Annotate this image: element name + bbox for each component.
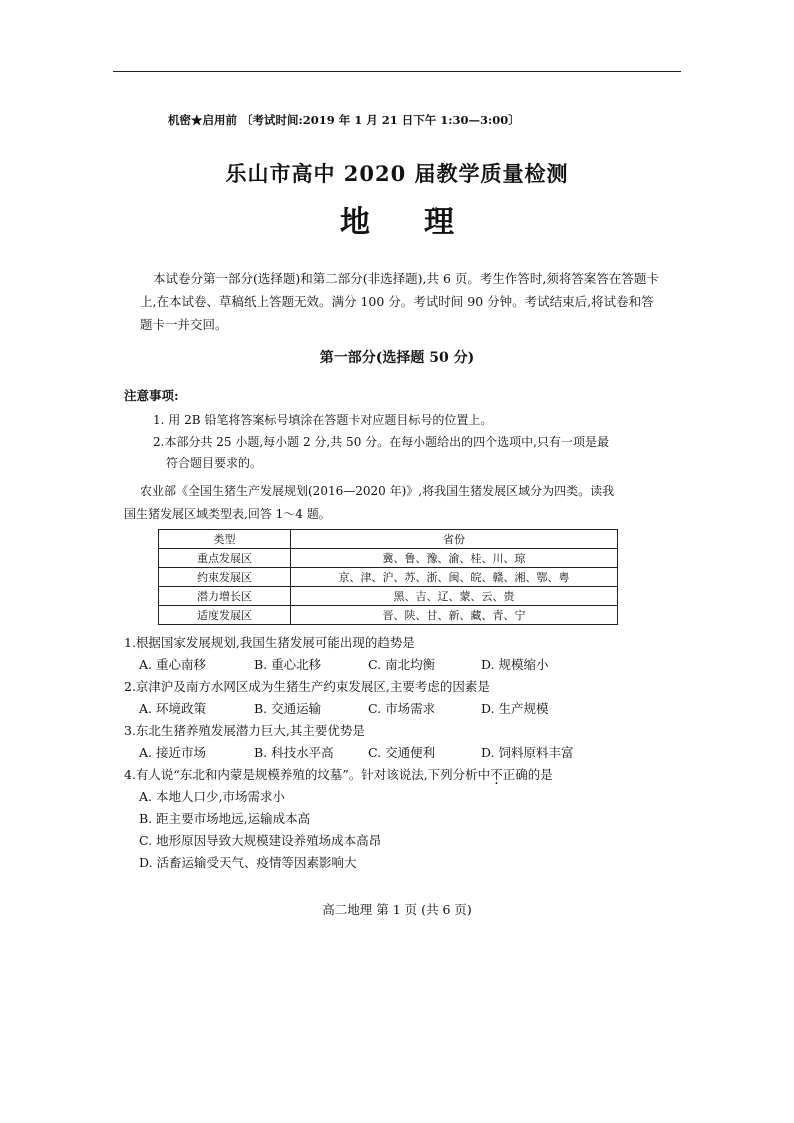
question-2-option-d: D. 生产规模 (481, 701, 549, 716)
question-4-stem-before: 4.有人说“东北和内蒙是规模养殖的坟墓”。针对该说法,下列分析中 (124, 767, 491, 782)
table-cell: 潜力增长区 (159, 587, 291, 606)
notice-title: 注意事项: (124, 388, 179, 403)
table-row (159, 568, 618, 587)
table-cell: 重点发展区 (159, 549, 291, 568)
part-heading: 第一部分(选择题 50 分) (319, 350, 475, 366)
question-2-option-b: B. 交通运输 (254, 701, 322, 716)
question-1-option-b: B. 重心北移 (254, 657, 322, 672)
exam-title: 乐山市高中 2020 届教学质量检测 (225, 161, 569, 186)
table-row (159, 549, 618, 568)
page-footer: 高二地理 第 1 页 (共 6 页) (322, 902, 472, 917)
table-header-cell: 类型 (159, 530, 291, 549)
question-2-option-c: C. 市场需求 (368, 701, 436, 716)
question-1-stem: 1.根据国家发展规划,我国生猪发展可能出现的趋势是 (124, 635, 415, 650)
question-2-option-a: A. 环境政策 (139, 701, 206, 716)
table-header-row (159, 530, 618, 549)
question-3-option-d: D. 饲料原料丰富 (481, 745, 574, 760)
notice-item: 1. 用 2B 铅笔将答案标号填涂在答题卡对应题目标号的位置上。 (153, 413, 493, 427)
table-cell: 冀、鲁、豫、渝、桂、川、琼 (291, 549, 618, 568)
question-4-option-c: C. 地形原因导致大规模建设养殖场成本高昂 (139, 833, 382, 848)
notice-item-continued: 符合题目要求的。 (166, 456, 263, 470)
question-1-option-d: D. 规模缩小 (481, 657, 549, 672)
table-row (159, 587, 618, 606)
question-4-option-b: B. 距主要市场地远,运输成本高 (139, 811, 311, 826)
table-cell: 京、津、沪、苏、浙、闽、皖、赣、湘、鄂、粤 (291, 568, 618, 587)
notice-item: 2.本部分共 25 小题,每小题 2 分,共 50 分。在每小题给出的四个选项中,只有一项是最 (153, 435, 609, 449)
table-cell: 晋、陕、甘、新、藏、青、宁 (291, 606, 618, 625)
table-cell: 约束发展区 (159, 568, 291, 587)
context-line: 农业部《全国生猪生产发展规划(2016—2020 年)》,将我国生猪发展区域分为四类。读我 (140, 484, 615, 498)
question-4-option-d: D. 活畜运输受天气、疫情等因素影响大 (139, 855, 357, 870)
question-3-option-a: A. 接近市场 (139, 745, 206, 760)
table-row (159, 606, 618, 625)
table-cell: 黑、吉、辽、蒙、云、贵 (291, 587, 618, 606)
intro-paragraph: 本试卷分第一部分(选择题)和第二部分(非选择题),共 6 页。考生作答时,须将答案答在答题卡上,在本试卷、草稿纸上答题无效。满分 100 分。考试时间 90 分钟。考试结束后,将试卷和答题卡一并交回。 (140, 271, 659, 332)
question-4-stem-after: 正确的是 (502, 767, 553, 782)
emphasis-dot-text: 不 (490, 767, 503, 782)
question-3-option-b: B. 科技水平高 (254, 745, 334, 760)
question-1-option-c: C. 南北均衡 (368, 657, 436, 672)
question-3-option-c: C. 交通便利 (368, 745, 436, 760)
context-line: 国生猪发展区域类型表,回答 1～4 题。 (124, 507, 331, 521)
question-2-stem: 2.京津沪及南方水网区成为生猪生产约束发展区,主要考虑的因素是 (124, 679, 490, 694)
question-1-option-a: A. 重心南移 (139, 657, 206, 672)
question-4-stem (124, 765, 553, 783)
question-3-stem: 3.东北生猪养殖发展潜力巨大,其主要优势是 (124, 723, 365, 738)
top-rule (113, 71, 681, 72)
table-cell: 适度发展区 (159, 606, 291, 625)
province-table (158, 529, 618, 625)
subject-title: 地理 (340, 205, 508, 240)
question-4-option-a: A. 本地人口少,市场需求小 (139, 789, 285, 804)
table-header-cell: 省份 (291, 530, 618, 549)
confidential-line: 机密★启用前 〔考试时间:2019 年 1 月 21 日下午 1:30—3:00〕 (168, 113, 520, 127)
